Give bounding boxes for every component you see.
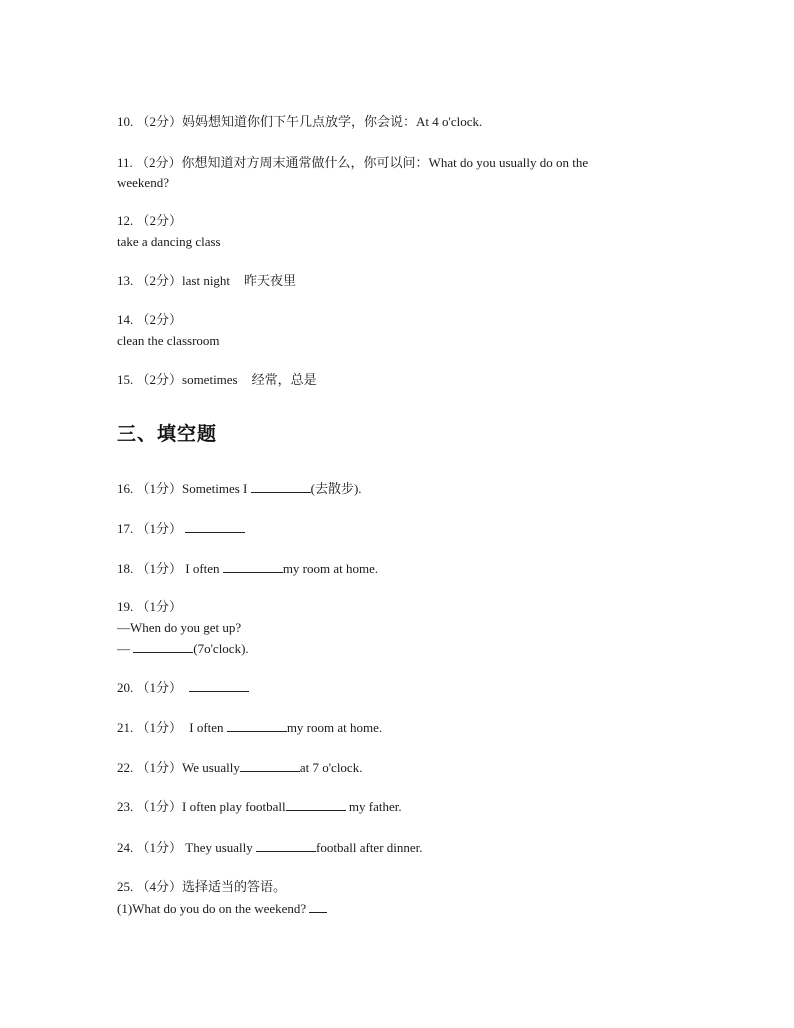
question-number: 14. [117, 312, 134, 327]
question-21 [117, 719, 382, 736]
question-text: weekend? [117, 175, 169, 190]
question-score: （1分） [136, 521, 183, 536]
question-text: 选择适当的答语。 [182, 879, 287, 894]
question-score: （2分） [136, 273, 183, 288]
question-number: 24. [117, 840, 134, 855]
question-score: （2分） [136, 155, 182, 170]
question-19 [117, 599, 182, 615]
question-25-sub-1 [117, 900, 327, 917]
question-number: 20. [117, 680, 134, 695]
question-number: 11. [117, 155, 133, 170]
chinese-meaning: 经常，总是 [251, 372, 317, 387]
question-text: 妈妈想知道你们下午几点放学，你会说：At 4 o'clock. [182, 114, 483, 129]
question-number: 19. [117, 599, 134, 614]
question-text: my room at home. [282, 561, 379, 576]
question-text: I often [185, 561, 220, 576]
question-16 [117, 480, 362, 497]
question-25 [117, 879, 286, 895]
question-score: （1分） [136, 481, 183, 496]
question-score: （2分） [136, 213, 183, 228]
answer-blank[interactable] [240, 759, 300, 772]
question-text: I often play football [182, 799, 286, 814]
answer-blank[interactable] [185, 520, 245, 533]
answer-blank[interactable] [286, 798, 346, 811]
question-text: (7o'clock). [193, 641, 249, 656]
question-number: 13. [117, 273, 134, 288]
answer-blank[interactable] [256, 839, 316, 852]
question-score: （1分） [136, 599, 183, 614]
answer-blank[interactable] [251, 480, 311, 493]
question-text: (去散步). [310, 481, 362, 496]
question-score: （1分） [136, 840, 183, 855]
question-11-continued [117, 175, 169, 191]
question-text: my room at home. [286, 720, 383, 735]
question-23 [117, 798, 402, 815]
dash: — [117, 641, 130, 656]
question-text: We usually [182, 760, 240, 775]
question-number: 23. [117, 799, 134, 814]
question-22 [117, 759, 362, 776]
question-number: 25. [117, 879, 134, 894]
question-14 [117, 312, 182, 328]
question-number: 22. [117, 760, 134, 775]
question-text: football after dinner. [316, 840, 423, 855]
question-text: at 7 o'clock. [299, 760, 363, 775]
question-number: 18. [117, 561, 134, 576]
question-text: (1)What do you do on the weekend? [117, 901, 307, 916]
question-number: 21. [117, 720, 134, 735]
question-19-answer [117, 640, 249, 657]
section-title: 三、填空题 [117, 423, 218, 445]
question-score: （1分） [136, 561, 183, 576]
question-text: my father. [348, 799, 402, 814]
question-11 [117, 155, 588, 171]
question-score: （1分） [136, 680, 183, 695]
question-24 [117, 839, 423, 856]
question-18 [117, 560, 378, 577]
question-text: I often [189, 720, 224, 735]
chinese-meaning: 昨天夜里 [244, 273, 297, 288]
question-12-phrase [117, 234, 221, 250]
answer-blank[interactable] [223, 560, 283, 573]
question-text: 你想知道对方周末通常做什么，你可以问：What do you usually do on the [181, 155, 589, 170]
answer-blank[interactable] [227, 719, 287, 732]
question-15 [117, 372, 317, 388]
question-text: —When do you get up? [117, 620, 242, 635]
question-number: 15. [117, 372, 134, 387]
english-phrase: last night [182, 273, 231, 288]
question-17 [117, 520, 245, 537]
question-score: （1分） [136, 720, 183, 735]
question-text: Sometimes I [182, 481, 248, 496]
question-text: clean the classroom [117, 333, 220, 348]
question-score: （2分） [136, 372, 183, 387]
question-14-phrase [117, 333, 220, 349]
question-number: 16. [117, 481, 134, 496]
question-19-prompt [117, 620, 241, 636]
answer-blank[interactable] [133, 640, 193, 653]
answer-blank[interactable] [309, 900, 327, 913]
question-score: （1分） [136, 760, 183, 775]
question-score: （2分） [136, 312, 183, 327]
question-score: （4分） [136, 879, 183, 894]
question-12 [117, 213, 182, 229]
question-score: （2分） [136, 114, 183, 129]
answer-blank[interactable] [189, 679, 249, 692]
question-13 [117, 273, 296, 289]
question-number: 17. [117, 521, 134, 536]
question-10 [117, 114, 482, 130]
english-phrase: sometimes [182, 372, 238, 387]
question-number: 12. [117, 213, 134, 228]
question-text: They usually [185, 840, 253, 855]
question-score: （1分） [136, 799, 183, 814]
question-number: 10. [117, 114, 134, 129]
question-text: take a dancing class [117, 234, 221, 249]
question-20 [117, 679, 249, 696]
